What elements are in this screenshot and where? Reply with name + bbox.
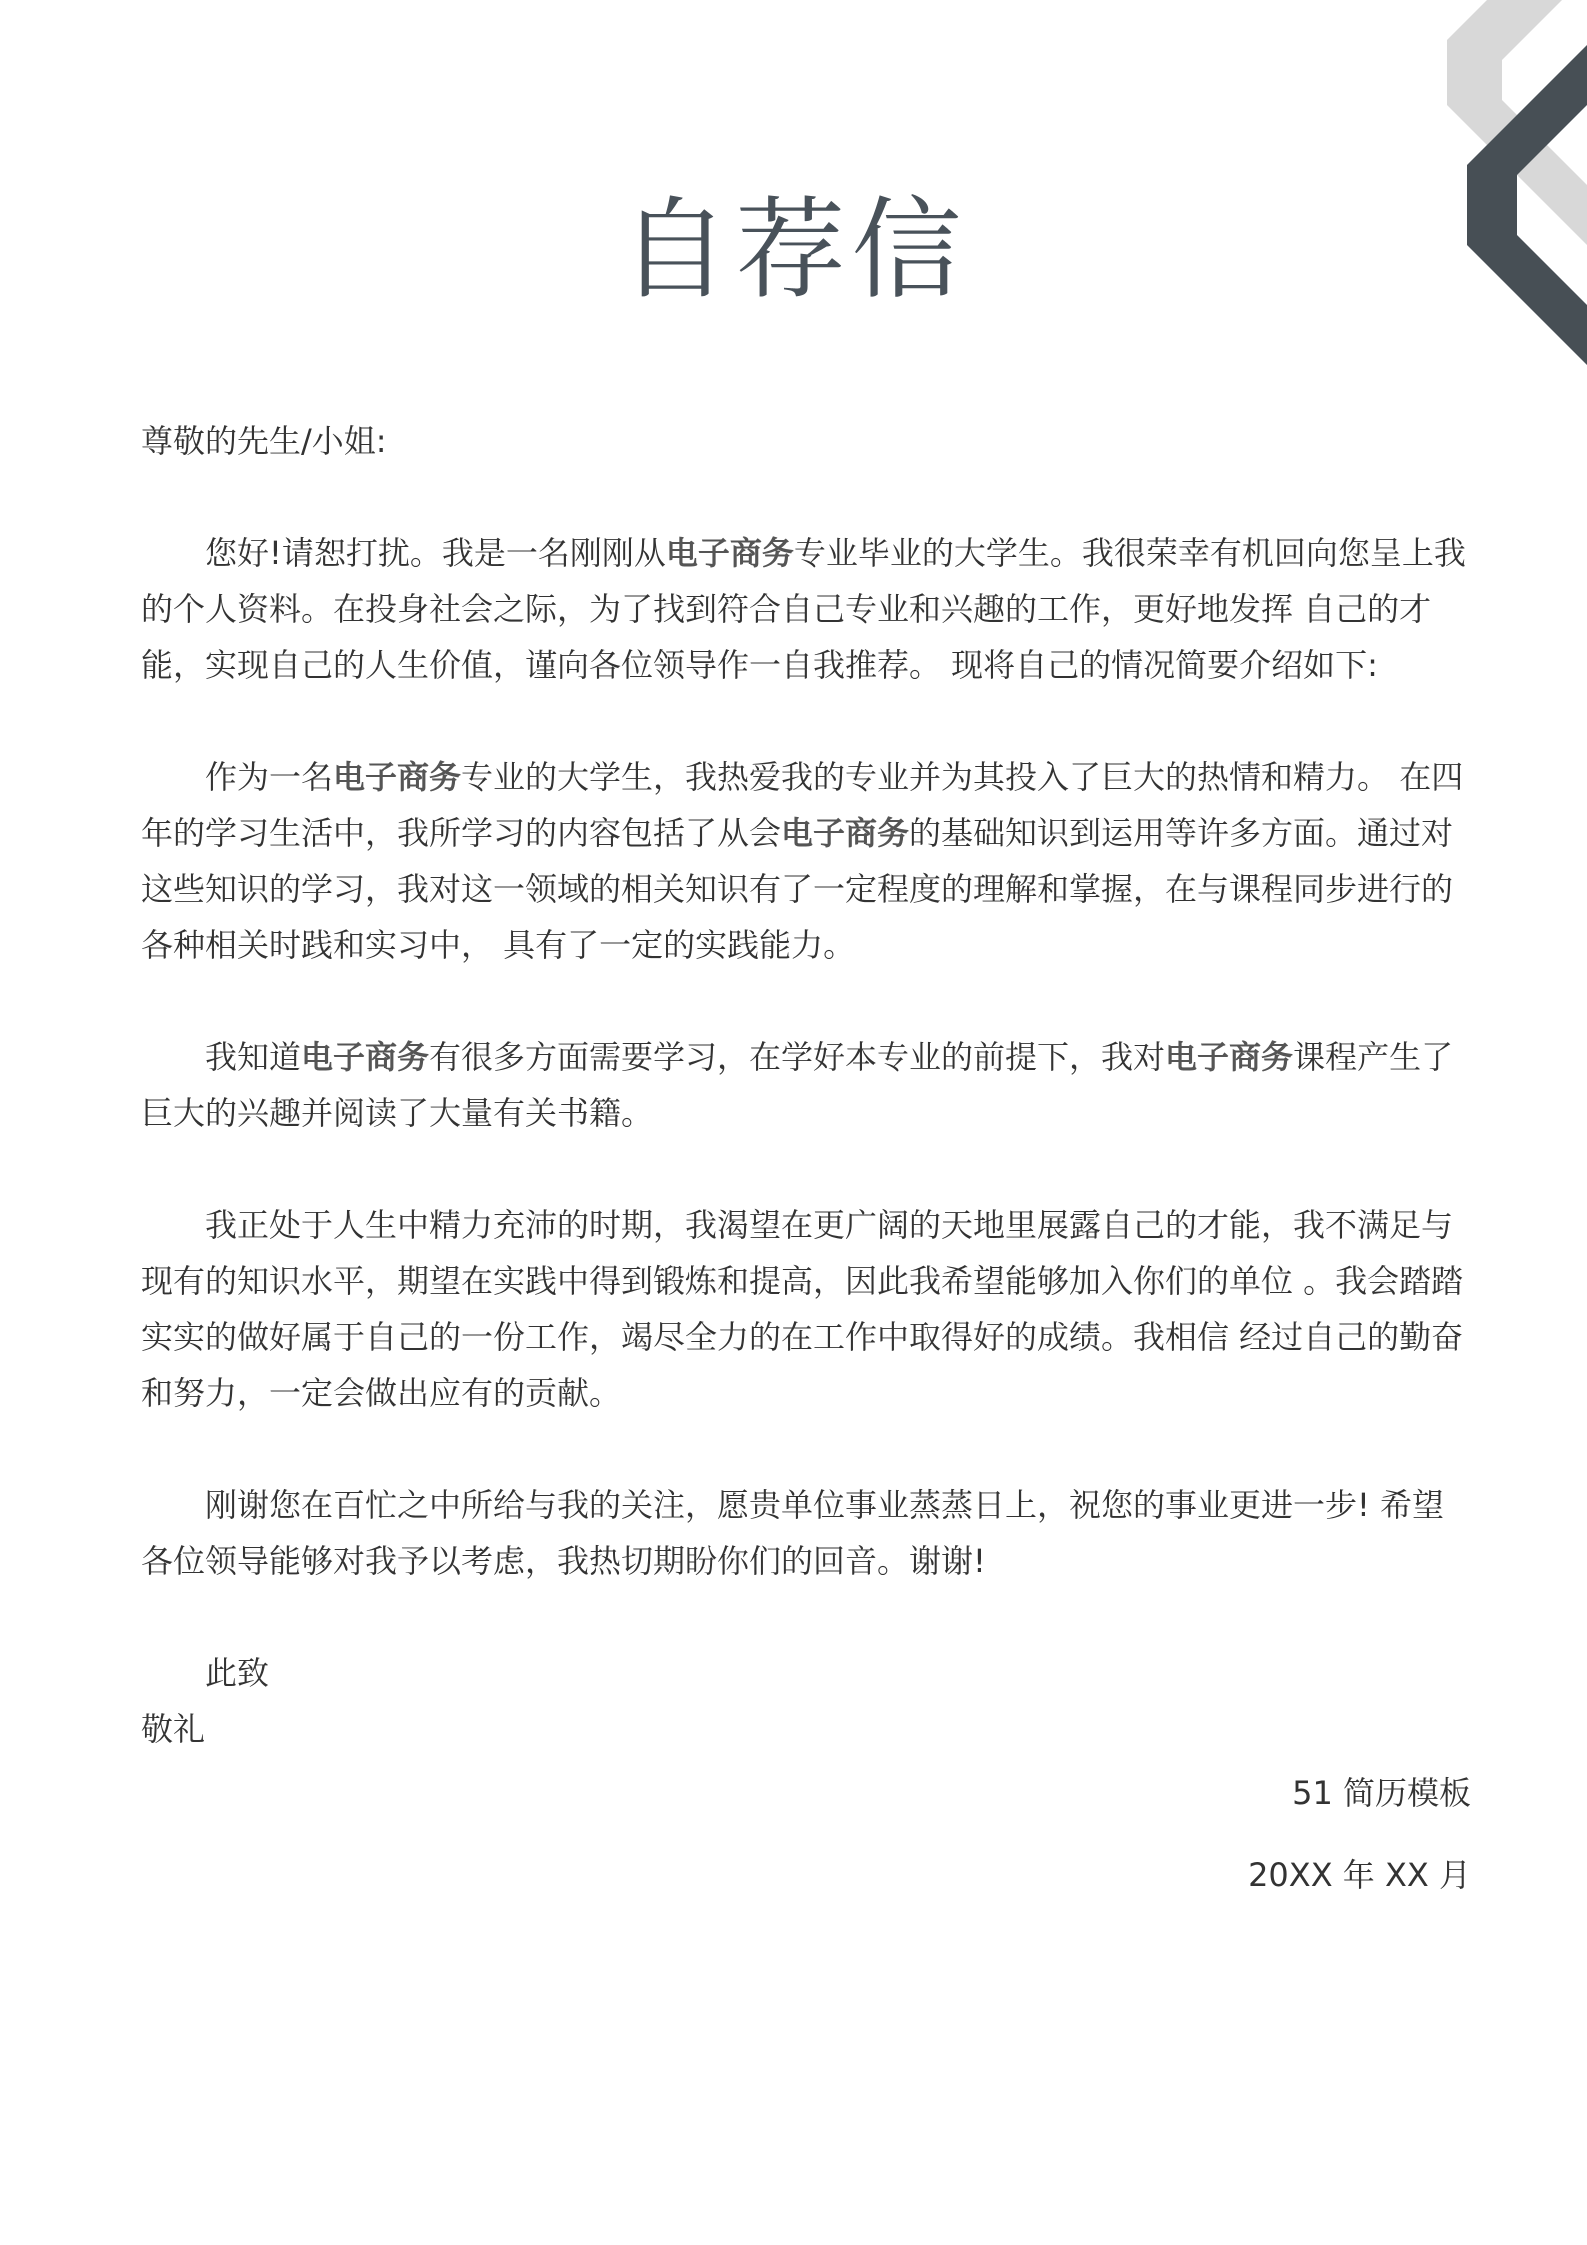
paragraph-thanks — [141, 1477, 1471, 1589]
highlight-term: 电子商务 — [1165, 1038, 1294, 1076]
paragraph-text: 您好!请恕打扰。我是一名刚刚从 — [205, 534, 666, 572]
signature: 51 简历模板 — [1292, 1774, 1471, 1812]
paragraph-text: 专业毕业的大学生。我很荣幸有机回向您呈上我的个人资料。在投身社会之际，为了找到符合自己专业和兴趣的工作，更好地发挥 自己的才能，实现自己的人生价值，谨向各位领导作一自我推荐。 现将自己的情况简要介绍如下: — [141, 534, 1466, 684]
highlight-term: 电子商务 — [665, 534, 794, 572]
paragraph-text: 专业的大学生，我热爱我的专业并为其投入了巨大的热情和精力。 在四年的学习生活中，我所学习的内容包括了从会 — [141, 758, 1464, 852]
paragraph-text: 的基础知识到运用等许多方面。通过对这些知识的学习，我对这一领域的相关知识有了一定程度的理解和掌握，在与课程同步进行的各种相关时践和实习中， 具有了一定的实践能力。 — [141, 814, 1454, 964]
paragraph-text: 课程产生了巨大的兴趣并阅读了大量有关书籍。 — [141, 1038, 1454, 1132]
paragraph-intro — [141, 525, 1471, 693]
salutation-line: 敬礼 — [141, 1710, 206, 1748]
paragraph-text: 作为一名 — [205, 758, 334, 796]
paragraph-text: 我知道 — [205, 1038, 302, 1076]
paragraph-study — [141, 749, 1471, 973]
page-title: 自荐信 — [619, 186, 968, 314]
paragraph-text: 刚谢您在百忙之中所给与我的关注，愿贵单位事业蒸蒸日上，祝您的事业更进一步! 希望各位领导能够对我予以考虑，我热切期盼你们的回音。谢谢! — [141, 1486, 1445, 1580]
highlight-term: 电子商务 — [301, 1038, 430, 1076]
signature-block — [141, 1765, 1471, 1903]
paragraph-aspiration — [141, 1197, 1471, 1421]
greeting: 尊敬的先生/小姐: — [141, 422, 387, 460]
letter-body — [141, 413, 1471, 1903]
letter-date: 20XX 年 XX 月 — [1248, 1856, 1471, 1894]
paragraph-interest — [141, 1029, 1471, 1141]
paragraph-text: 有很多方面需要学习，在学好本专业的前提下，我对 — [429, 1038, 1166, 1076]
highlight-term: 电子商务 — [781, 814, 910, 852]
closing-line: 此致 — [205, 1654, 270, 1692]
highlight-term: 电子商务 — [333, 758, 462, 796]
paragraph-text: 我正处于人生中精力充沛的时期，我渴望在更广阔的天地里展露自己的才能，我不满足与现有的知识水平，期望在实践中得到锻炼和提高，因此我希望能够加入你们的单位 。我会踏踏实实的做好属于自己的一份工作，竭尽全力的在工作中取得好的成绩。我相信 经过自己的勤奋和努力，一定会做出应有的贡献。 — [141, 1206, 1464, 1412]
